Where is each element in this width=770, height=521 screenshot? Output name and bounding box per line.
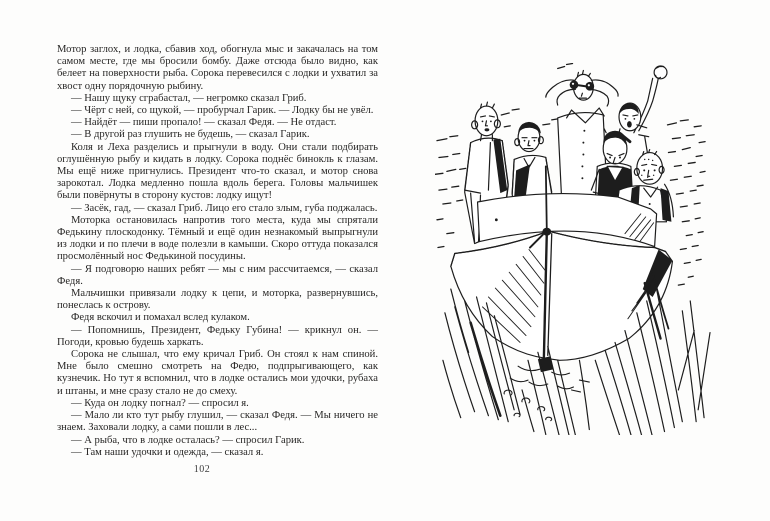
- boat-illustration: [435, 63, 712, 435]
- paragraph: — Мало ли кто тут рыбу глушил, — сказал Федя. — Мы ничего не знаем. Заховали лодку, а сами пошли в лес...: [57, 410, 378, 434]
- paragraph: — В другой раз глушить не будешь, — сказал Гарик.: [71, 129, 310, 141]
- paragraph: — Найдёт — пиши пропало! — сказал Федя. — Не отдаст.: [71, 117, 337, 129]
- paragraph: — Засёк, гад, — сказал Гриб. Лицо его стало злым, губа поджалась.: [71, 202, 378, 214]
- paragraph: — Я подговорю наших ребят — мы с ним рассчитаемся, — сказал Федя.: [57, 263, 378, 287]
- paragraph: — Куда он лодку погнал? — спросил я.: [71, 397, 249, 409]
- ripples: [504, 366, 589, 420]
- paragraph: Сорока не слышал, что ему кричал Гриб. Он стоял к нам спиной. Мне было смешно смотреть на Федю, подпрыгивающего, как кузнечик. Но тут я вспомнил, что в лодке остались мои удочки, рубаха и штаны, и мне сразу стало не до смеху.: [57, 349, 378, 397]
- text-block: [57, 44, 378, 459]
- paragraph: Коля и Леха разделись и прыгнули в воду. Они стали подбирать оглушённую рыбу и кидать в лодку. Сорока поднёс бинокль к глазам. Мы ещё ниже пригнулись. Президент что-то сказал, и мотор снова зарокотал. Лодка медленно пошла вдоль берега. Головы мальчишек были повёрнуты в сторону кустов: лодку ищут!: [57, 141, 378, 202]
- boat-bow: [451, 194, 673, 361]
- paragraph: — А рыба, что в лодке осталась? — спросил Гарик.: [71, 434, 305, 446]
- paragraph: Моторка остановилась напротив того места, куда мы спрятали Федькину плоскодонку. Тёмный и ещё один незнакомый выпрыгнули из лодки и по плечи в воде полезли в камыши. Скоро оттуда показался просмолённый нос Федькиной посудины.: [57, 214, 378, 263]
- paragraph: Мотор заглох, и лодка, сбавив ход, обогнула мыс и закачалась на том самом месте, где мы бросили бомбу. Даже отсюда было видно, как белеет на поверхности рыба. Сорока перевесился с лодки и ухватил за хвост одну порядочную рыбину.: [57, 44, 378, 92]
- paragraph: — Там наши удочки и одежда, — сказал я.: [71, 446, 264, 458]
- paragraph: — Нашу щуку сграбастал, — негромко сказал Гриб.: [71, 92, 307, 104]
- paragraph: — Попомнишь, Президент, Федьку Губина! — крикнул он. — Погоди, кровью будешь харкать.: [57, 324, 378, 348]
- paragraph: Мальчишки привязали лодку к цепи, и моторка, развернувшись, понеслась к острову.: [57, 288, 378, 312]
- page-number: 102: [193, 464, 211, 475]
- paragraph: — Чёрт с ней, со щукой, — пробурчал Гарик. — Лодку бы не увёл.: [71, 105, 374, 117]
- paragraph: Федя вскочил и помахал вслед кулаком.: [71, 312, 250, 324]
